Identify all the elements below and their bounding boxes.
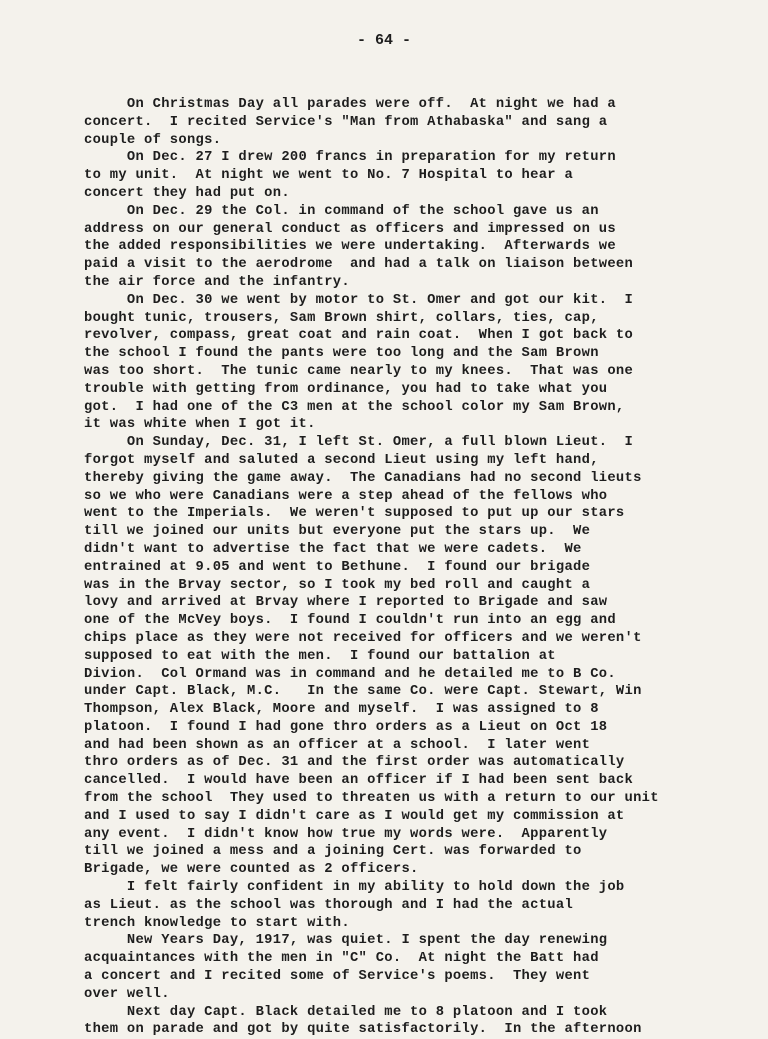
- text-line: supposed to eat with the men. I found our battalion at: [84, 648, 556, 664]
- text-line: On Dec. 27 I drew 200 francs in preparation for my return: [84, 150, 616, 166]
- text-line: and had been shown as an officer at a school. I later went: [84, 737, 591, 753]
- text-line: the school I found the pants were too long and the Sam Brown: [84, 346, 599, 362]
- text-line: forgot myself and saluted a second Lieut using my left hand,: [84, 452, 599, 468]
- text-line: over well.: [84, 986, 170, 1002]
- text-line: so we who were Canadians were a step ahead of the fellows who: [84, 488, 608, 504]
- text-line: any event. I didn't know how true my words were. Apparently: [84, 826, 608, 842]
- text-line: acquaintances with the men in "C" Co. At night the Batt had: [84, 951, 599, 967]
- text-line: couple of songs.: [84, 132, 222, 148]
- text-line: the air force and the infantry.: [84, 274, 350, 290]
- text-line: was in the Brvay sector, so I took my bed roll and caught a: [84, 577, 591, 593]
- text-line: till we joined a mess and a joining Cert. was forwarded to: [84, 844, 582, 860]
- text-line: Divion. Col Ormand was in command and he detailed me to B Co.: [84, 666, 616, 682]
- text-line: revolver, compass, great coat and rain coat. When I got back to: [84, 328, 634, 344]
- text-line: under Capt. Black, M.C. In the same Co. were Capt. Stewart, Win: [84, 684, 642, 700]
- text-line: Next day Capt. Black detailed me to 8 platoon and I took: [84, 1004, 608, 1020]
- text-line: them on parade and got by quite satisfactorily. In the afternoon: [84, 1022, 642, 1038]
- text-line: one of the McVey boys. I found I couldn't run into an egg and: [84, 613, 616, 629]
- text-line: paid a visit to the aerodrome and had a talk on liaison between: [84, 257, 634, 273]
- text-line: I felt fairly confident in my ability to hold down the job: [84, 880, 625, 896]
- text-line: till we joined our units but everyone put the stars up. We: [84, 524, 591, 540]
- text-line: concert they had put on.: [84, 185, 290, 201]
- text-line: chips place as they were not received for officers and we weren't: [84, 630, 642, 646]
- text-line: On Dec. 29 the Col. in command of the school gave us an: [84, 203, 599, 219]
- text-line: as Lieut. as the school was thorough and I had the actual: [84, 897, 574, 913]
- text-line: went to the Imperials. We weren't supposed to put up our stars: [84, 506, 625, 522]
- text-line: On Dec. 30 we went by motor to St. Omer and got our kit. I: [84, 292, 634, 308]
- text-line: On Sunday, Dec. 31, I left St. Omer, a full blown Lieut. I: [84, 435, 634, 451]
- text-line: bought tunic, trousers, Sam Brown shirt, collars, ties, cap,: [84, 310, 599, 326]
- text-line: Brigade, we were counted as 2 officers.: [84, 862, 419, 878]
- text-line: it was white when I got it.: [84, 417, 316, 433]
- text-line: entrained at 9.05 and went to Bethune. I found our brigade: [84, 559, 591, 575]
- text-line: New Years Day, 1917, was quiet. I spent the day renewing: [84, 933, 608, 949]
- text-line: On Christmas Day all parades were off. At night we had a: [84, 97, 616, 112]
- text-line: to my unit. At night we went to No. 7 Hospital to hear a: [84, 168, 574, 184]
- text-line: got. I had one of the C3 men at the school color my Sam Brown,: [84, 399, 625, 415]
- text-line: the added responsibilities we were undertaking. Afterwards we: [84, 239, 616, 255]
- text-line: address on our general conduct as officers and impressed on us: [84, 221, 616, 237]
- typed-text-body: [84, 96, 724, 1039]
- text-line: lovy and arrived at Brvay where I reported to Brigade and saw: [84, 595, 608, 611]
- text-line: trench knowledge to start with.: [84, 915, 350, 931]
- text-line: was too short. The tunic came nearly to my knees. That was one: [84, 363, 634, 379]
- page-number: - 64 -: [356, 32, 411, 49]
- text-line: and I used to say I didn't care as I would get my commission at: [84, 808, 625, 824]
- text-line: Thompson, Alex Black, Moore and myself. I was assigned to 8: [84, 702, 599, 718]
- text-line: thereby giving the game away. The Canadians had no second lieuts: [84, 470, 642, 486]
- text-line: from the school They used to threaten us with a return to our unit: [84, 791, 659, 807]
- text-line: platoon. I found I had gone thro orders as a Lieut on Oct 18: [84, 719, 608, 735]
- text-line: a concert and I recited some of Service's poems. They went: [84, 969, 591, 985]
- text-line: cancelled. I would have been an officer if I had been sent back: [84, 773, 634, 789]
- text-line: trouble with getting from ordinance, you had to take what you: [84, 381, 608, 397]
- text-line: didn't want to advertise the fact that we were cadets. We: [84, 541, 582, 557]
- text-line: thro orders as of Dec. 31 and the first order was automatically: [84, 755, 625, 771]
- text-line: concert. I recited Service's "Man from Athabaska" and sang a: [84, 114, 608, 130]
